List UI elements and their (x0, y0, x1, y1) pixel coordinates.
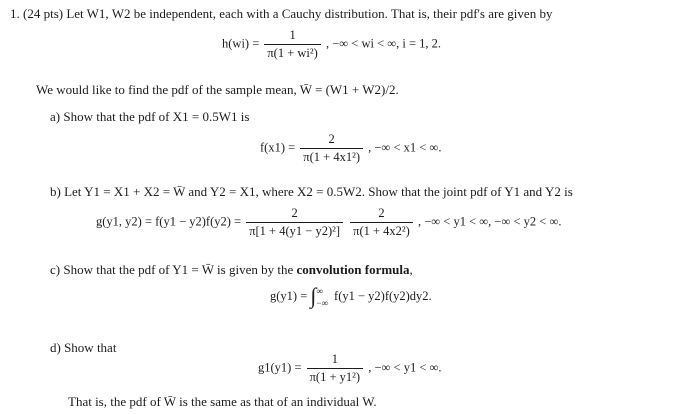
part-d-text: d) Show that (50, 340, 117, 355)
equation-b-denominator-2: π(1 + 4x2²) (353, 224, 410, 238)
equation-b-denominator-1: π[1 + 4(y1 − y2)²] (249, 224, 341, 238)
equation-a-lhs: f(x1) = (260, 140, 296, 155)
equation-a-numerator: 2 (300, 132, 363, 149)
part-b-text: b) Let Y1 = X1 + X2 = W̄ and Y2 = X1, where X2 = 0.5W2. Show that the joint pdf of Y1 and Y2 is (50, 184, 573, 199)
equation-b-lhs: g(y1, y2) = f(y1 − y2)f(y2) = (96, 214, 242, 229)
equation-b-numerator-2: 2 (350, 206, 413, 223)
part-c-text-after: , (409, 262, 413, 277)
equation-a (260, 132, 441, 165)
equation-d-lhs: g1(y1) = (258, 360, 302, 375)
equation-b (96, 206, 562, 239)
equation-c-integrand: f(y1 − y2)f(y2)dy2. (334, 288, 432, 303)
equation-a-denominator: π(1 + 4x1²) (303, 150, 360, 164)
part-c-text-before: c) Show that the pdf of Y1 = W̄ is given by the (50, 262, 297, 277)
equation-d-fraction (307, 352, 363, 385)
equation-d-condition: , −∞ < y1 < ∞. (368, 360, 442, 375)
equation-c (270, 284, 432, 310)
equation-b-numerator-1: 2 (246, 206, 343, 223)
equation-h-denominator: π(1 + wi²) (267, 46, 318, 60)
integral-sign: ∫ (310, 283, 317, 308)
equation-h-fraction (264, 28, 320, 61)
equation-h-condition: , −∞ < wi < ∞, i = 1, 2. (325, 36, 442, 51)
equation-d (258, 352, 442, 385)
equation-b-fraction-1 (246, 206, 343, 239)
problem-intro: 1. (24 pts) Let W1, W2 be independent, each with a Cauchy distribution. That is, their pdf's are given by (10, 6, 553, 21)
sample-mean-text: We would like to find the pdf of the sample mean, W̄ = (W1 + W2)/2. (36, 82, 399, 97)
integral-lower-limit: −∞ (316, 298, 328, 308)
equation-a-fraction (300, 132, 363, 165)
part-a-text: a) Show that the pdf of X1 = 0.5W1 is (50, 109, 250, 124)
conclusion-text: That is, the pdf of W̄ is the same as that of an individual W. (68, 394, 377, 409)
equation-b-fraction-2 (350, 206, 413, 239)
equation-a-condition: , −∞ < x1 < ∞. (368, 140, 442, 155)
part-c-text (50, 262, 413, 278)
equation-c-lhs: g(y1) = (270, 288, 308, 303)
equation-h (222, 28, 441, 61)
equation-d-denominator: π(1 + y1²) (309, 370, 361, 384)
equation-d-numerator: 1 (307, 352, 363, 369)
equation-b-condition: , −∞ < y1 < ∞, −∞ < y2 < ∞. (417, 214, 562, 229)
equation-h-lhs: h(wi) = (222, 36, 260, 51)
equation-h-numerator: 1 (264, 28, 320, 45)
convolution-formula-term: convolution formula (296, 262, 410, 277)
integral-limits (316, 285, 328, 309)
integral-upper-limit: ∞ (316, 286, 323, 296)
